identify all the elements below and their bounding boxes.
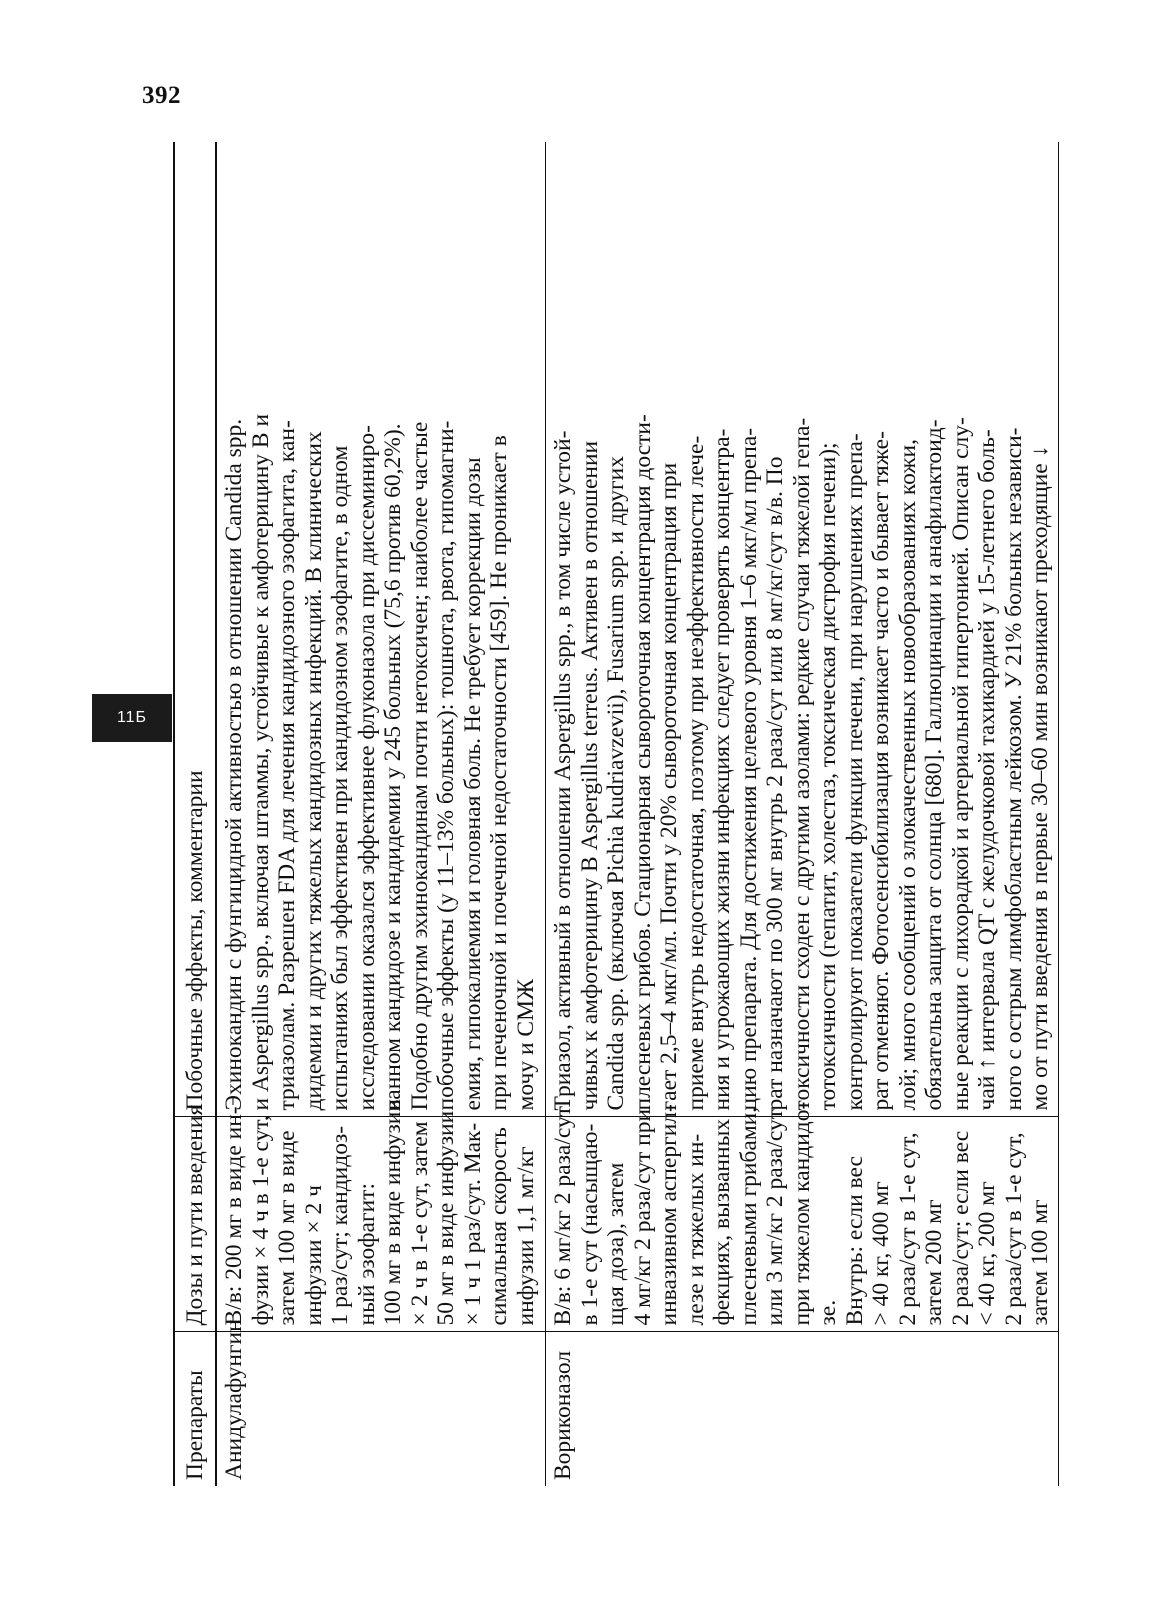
text-line: емия, гипокалиемия и головная боль. Не требует коррекции дозы (459, 457, 486, 1111)
text-line: приеме внутрь недостаточная, поэтому при неэффективности лече- (682, 435, 709, 1111)
text-line: 4 мг/кг 2 раза/сут при (629, 1108, 656, 1326)
text-line: зе. (815, 1299, 841, 1326)
text-line: 2 раза/сут; если вес (947, 1130, 974, 1326)
text-line: 2 раза/сут в 1-е сут, (894, 1132, 921, 1326)
text-line: инфузии 1,1 мг/кг (512, 1146, 539, 1326)
text-line: Внутрь: если вес (841, 1156, 868, 1326)
effects-cell (546, 142, 1059, 1117)
text-line: рат назначают по 300 мг внутрь 2 раза/сут или 8 мг/кг/сут в/в. По (762, 456, 788, 1111)
text-line: Эхинокандин с фунгицидной активностью в отношении Candida spp. (221, 418, 247, 1111)
text-line: чай ↑ интервала QT с желудочковой тахикардией у 15-летнего боль- (974, 429, 1000, 1111)
header-effects: Побочные эффекты, комментарии (174, 142, 216, 1117)
text-line: обязательна защита от солнца [680]. Галлюцинации и анафилактоид- (921, 419, 947, 1111)
text-line: щая доза), затем (603, 1162, 629, 1326)
text-line: при тяжелом кандидо- (788, 1101, 815, 1326)
table-header-row (174, 142, 216, 1486)
text-line: мочу и СМЖ (512, 978, 539, 1111)
text-line: ванном кандидозе и кандидемии у 245 больных (75,6 против 60,2%). (380, 423, 406, 1111)
text-line: ный эзофагит: (353, 1183, 380, 1326)
header-drug: Препараты (174, 1332, 216, 1486)
text-line: и Aspergillus spp., включая штаммы, устойчивые к амфотерицину В и (247, 413, 274, 1111)
text-line: фекциях, вызванных (709, 1118, 735, 1326)
text-line: затем 100 мг в виде (274, 1130, 300, 1326)
text-line: побочные эффекты (у 11–13% больных): тошнота, рвота, гипомагни- (433, 420, 459, 1111)
text-line: В/в: 6 мг/кг 2 раза/сут (550, 1106, 576, 1326)
text-line: затем 100 мг (1027, 1199, 1053, 1326)
text-line: исследовании оказался эффективнее флуконазола при диссеминиро- (353, 425, 380, 1111)
text-line: триазолам. Разрешен FDA для лечения кандидозного эзофагита, кан- (274, 420, 300, 1111)
section-tab: 11Б (92, 694, 172, 742)
text-line: ния и угрожающих жизни инфекциях следует проверять концентра- (709, 428, 735, 1111)
page-number: 392 (142, 82, 181, 109)
text-line: дидемии и других тяжелых кандидозных инфекций. В клинических (300, 431, 327, 1111)
text-line: Триазол, активный в отношении Aspergillus spp., в том числе устой- (550, 430, 576, 1111)
text-line: Candida spp. (включая Pichia kudriavzevii), Fusarium spp. и других (603, 455, 629, 1111)
text-line: рат отменяют. Фотосенсибилизация возникает часто и бывает тяже- (868, 431, 894, 1111)
text-line: контролируют показатели функции печени, при нарушениях препа- (841, 433, 868, 1111)
text-line: Подобно другим эхинокандинам почти нетоксичен; наиболее частые (406, 421, 433, 1111)
text-line: В/в: 200 мг в виде ин- (221, 1106, 247, 1326)
text-line: затем 200 мг (921, 1199, 947, 1326)
text-line: 50 мг в виде инфузии (433, 1110, 459, 1326)
text-line: цию препарата. Для достижения целевого уровня 1–6 мкг/мл препа- (735, 427, 762, 1111)
text-line: лезе и тяжелых ин- (682, 1133, 709, 1326)
text-line: > 40 кг, 400 мг (868, 1181, 894, 1326)
effects-cell (216, 142, 546, 1117)
drug-name-cell: Вориконазол (546, 1332, 1059, 1486)
text-line: ного с острым лимфобластным лейкозом. У 21% больных независи- (1000, 427, 1027, 1111)
text-line: токсичности сходен с другими азолами: редкие случаи тяжелой гепа- (788, 417, 815, 1111)
drug-table (173, 142, 1059, 1486)
rotated-table-container (173, 142, 1053, 1486)
header-dose: Дозы и пути введения (174, 1117, 216, 1332)
text-line: лой; много сообщений о злокачественных новообразованиях кожи, (894, 439, 921, 1111)
text-line: плесневыми грибами, (735, 1106, 762, 1326)
text-line: инфузии × 2 ч (300, 1185, 327, 1326)
text-line: или 3 мг/кг 2 раза/сут (762, 1108, 788, 1326)
text-line: 2 раза/сут в 1-е сут, (1000, 1132, 1027, 1326)
table-row-anidulafungin (216, 142, 546, 1486)
text-line: ные реакции с лихорадкой и артериальной гипертонией. Описан слу- (947, 417, 974, 1111)
table-row-voriconazole (546, 142, 1059, 1486)
text-line: × 2 ч в 1-е сут, затем (406, 1121, 433, 1326)
text-line: < 40 кг, 200 мг (974, 1181, 1000, 1326)
text-line: чивых к амфотерицину В Aspergillus terreus. Активен в отношении (576, 440, 603, 1111)
text-line: мо от пути введения в первые 30–60 мин возникают преходящие ↓ (1027, 445, 1053, 1111)
dose-cell (216, 1099, 546, 1332)
text-line: 100 мг в виде инфузии (380, 1099, 406, 1326)
text-line: гает 2,5–4 мкг/мл. Почти у 20% сывороточная концентрация при (656, 462, 682, 1111)
text-line: испытаниях был эффективен при кандидозном эзофагите, в одном (327, 445, 353, 1111)
dose-cell (546, 1101, 1059, 1332)
text-line: 1 раз/сут; кандидоз- (327, 1125, 353, 1326)
text-line: фузии × 4 ч в 1-е сут, (247, 1115, 274, 1326)
text-line: плесневых грибов. Стационарная сывороточная концентрация дости- (629, 414, 656, 1111)
text-line: × 1 ч 1 раз/сут. Мак- (459, 1122, 486, 1326)
text-line: инвазивном аспергил- (656, 1104, 682, 1326)
drug-name-cell: Анидулафунгин (216, 1332, 546, 1486)
text-line: в 1-е сут (насыщаю- (576, 1123, 603, 1326)
text-line: симальная скорость (486, 1127, 512, 1326)
text-line: тотоксичности (гепатит, холестаз, токсическая дистрофия печени); (815, 442, 841, 1111)
text-line: при печеночной и почечной недостаточности [459]. Не проникает в (486, 435, 512, 1111)
